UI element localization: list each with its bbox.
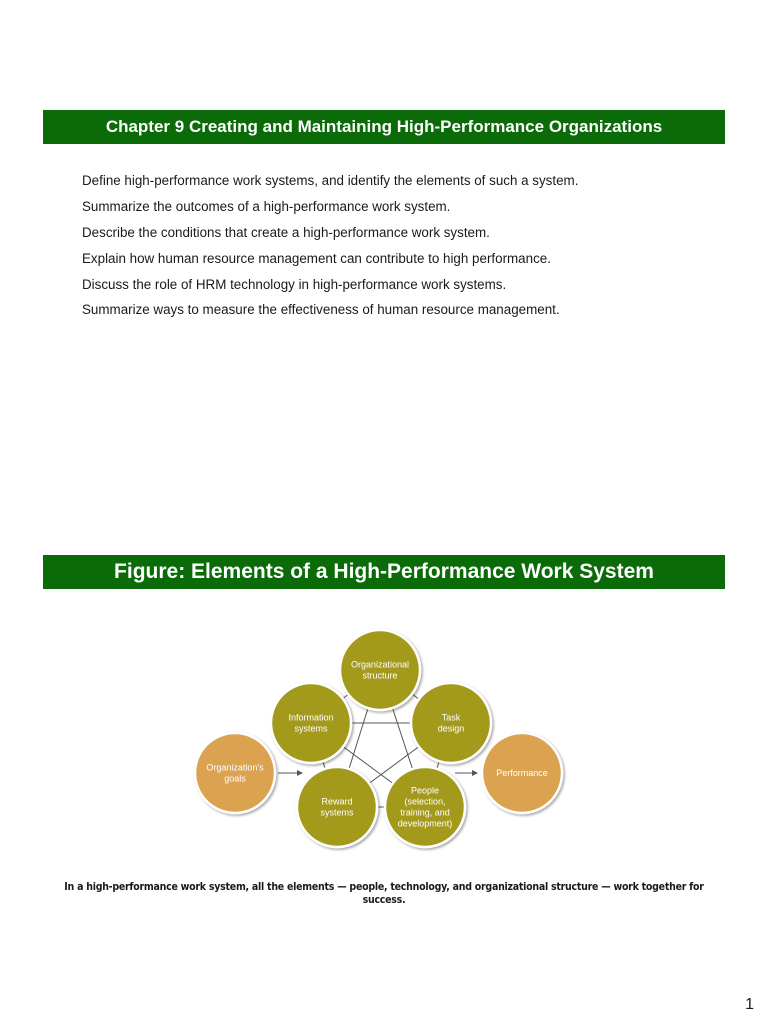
- objective-item: Explain how human resource management can contribute to high performance.: [82, 250, 551, 266]
- objective-item: Define high-performance work systems, and identify the elements of such a system.: [82, 173, 579, 188]
- figure-title: Figure: Elements of a High-Performance Work System: [114, 560, 654, 583]
- hpws-elements-diagram: [190, 620, 580, 860]
- objective-item: Discuss the role of HRM technology in high-performance work systems.: [82, 276, 507, 292]
- element-node-label: Reward systems: [320, 796, 354, 818]
- page-number: 1: [745, 996, 754, 1013]
- objective-item: Describe the conditions that create a high-performance work system.: [82, 224, 490, 240]
- learning-objectives-list: [82, 170, 578, 325]
- chapter-title: Chapter 9 Creating and Maintaining High-Performance Organizations: [105, 117, 663, 136]
- output-node: [482, 733, 562, 813]
- element-node-label: Task design: [437, 712, 465, 734]
- input-node: [195, 733, 275, 813]
- element-node: [297, 767, 377, 847]
- input-node-label: Organization's goals: [206, 762, 264, 784]
- element-node: [271, 683, 351, 763]
- figure-title-banner: [43, 555, 725, 589]
- diagram-nodes: [195, 630, 562, 847]
- objective-item: Summarize the outcomes of a high-performance work system.: [82, 198, 451, 214]
- element-node-label: Information systems: [288, 712, 334, 734]
- element-node: [340, 630, 420, 710]
- chapter-title-banner: [43, 110, 725, 144]
- output-node-label: Performance: [496, 768, 548, 778]
- element-node-label: Organizational structure: [350, 659, 410, 681]
- figure-caption: In a high-performance work system, all the elements — people, technology, and organizational structure — work together for success.: [64, 880, 704, 906]
- element-node: [411, 683, 491, 763]
- objective-item: Summarize ways to measure the effectiveness of human resource management.: [82, 302, 560, 318]
- element-node: [385, 767, 465, 847]
- element-node-label: People (selection, training, and development): [397, 785, 453, 829]
